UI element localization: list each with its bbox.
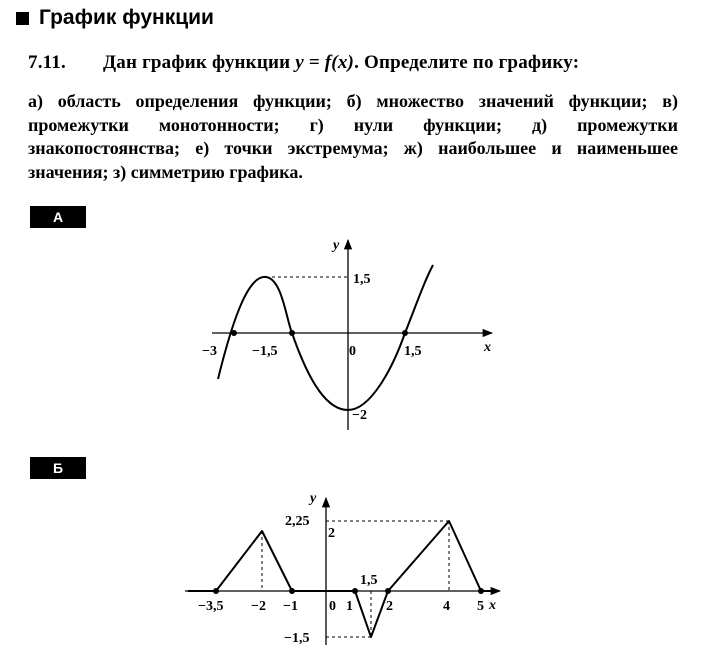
graph-a-label: А xyxy=(30,206,86,228)
problem-number: 7.11. xyxy=(28,52,66,73)
graph-b xyxy=(185,491,500,646)
graph-b-point xyxy=(289,588,295,594)
graph-a-tick-ymin: −2 xyxy=(352,408,367,423)
graph-b-tick-neg1-5: −1,5 xyxy=(284,631,310,646)
graph-b-tick-2x: 2 xyxy=(386,599,393,614)
section-title: График функции xyxy=(39,6,214,29)
graph-b-tick-zero: 0 xyxy=(329,599,336,614)
problem-formula: y = f(x) xyxy=(295,52,355,73)
graph-b-tick-2-25: 2,25 xyxy=(285,514,310,529)
task-list: а) область определения функции; б) множество значений функции; в) промежутки монотонности; г) нули функции; д) промежутки знакопостоянства; е) точки экстремума; ж) наибольшее и наименьшее значения; з) симметрию графика. xyxy=(28,91,678,182)
graph-b-tick-neg1: −1 xyxy=(283,599,298,614)
graph-b-tick-1-5: 1,5 xyxy=(360,573,378,588)
graph-a-curve xyxy=(218,265,433,410)
graph-a-zero-point xyxy=(289,330,295,336)
graph-a-y-label: y xyxy=(333,238,340,253)
graph-b-x-label: x xyxy=(489,598,496,613)
graph-a xyxy=(202,238,492,430)
graph-b-tick-neg2: −2 xyxy=(251,599,266,614)
graph-b-tick-4: 4 xyxy=(443,599,450,614)
problem-text-before: Дан график функции xyxy=(103,52,296,73)
problem-text-after: . Определите по графику: xyxy=(354,52,580,73)
graph-b-point xyxy=(213,588,219,594)
graph-b-label: Б xyxy=(30,457,86,479)
graph-b-tick-neg3-5: −3,5 xyxy=(198,599,224,614)
graph-b-tick-5: 5 xyxy=(477,599,484,614)
graph-a-tick-zero: 0 xyxy=(349,344,356,359)
graph-a-tick-neg1-5: −1,5 xyxy=(252,344,278,359)
graph-a-x-label: x xyxy=(484,340,491,355)
graph-a-zero-point xyxy=(402,330,408,336)
graph-b-point xyxy=(478,588,484,594)
graph-b-point xyxy=(385,588,391,594)
graph-b-y-label: y xyxy=(310,491,317,506)
graph-a-tick-pos1-5: 1,5 xyxy=(404,344,422,359)
graph-b-tick-1: 1 xyxy=(346,599,353,614)
graph-b-tick-2: 2 xyxy=(328,526,335,541)
graph-b-point xyxy=(352,588,358,594)
graph-a-tick-ymax: 1,5 xyxy=(353,272,371,287)
graph-b-curve xyxy=(188,521,492,637)
graph-a-zero-point xyxy=(231,330,237,336)
graph-a-tick-neg3: −3 xyxy=(202,344,217,359)
